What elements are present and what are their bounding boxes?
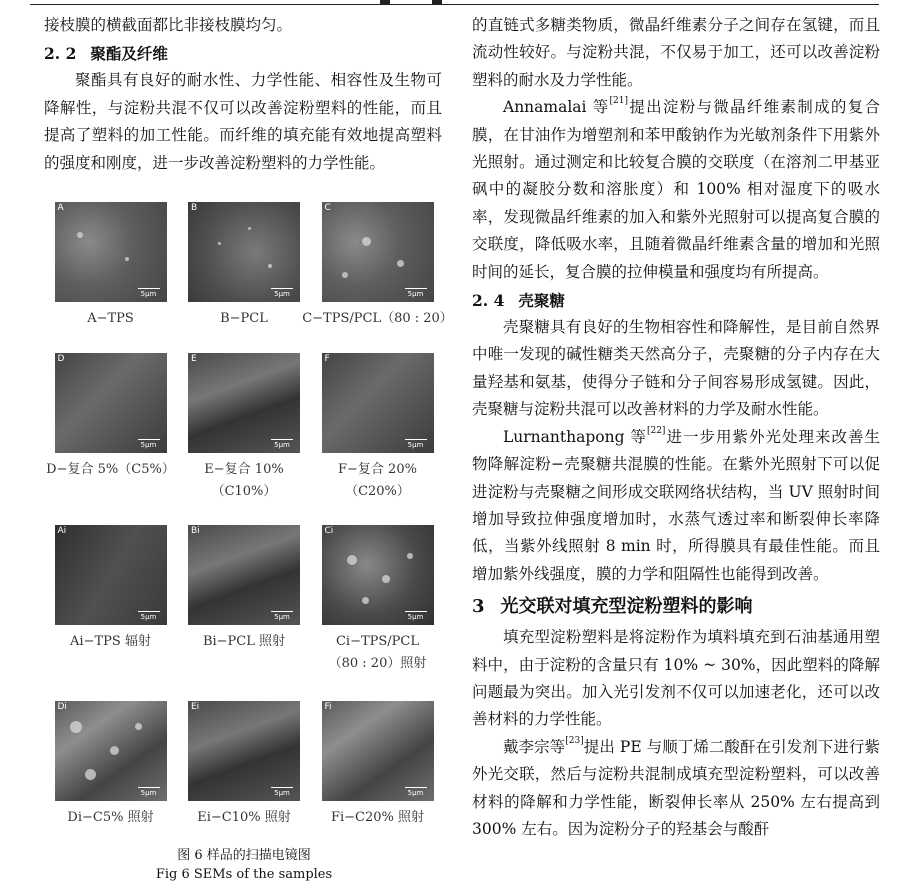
figure-cell (178, 202, 311, 339)
header-rule (30, 4, 879, 5)
panel-caption (204, 459, 283, 503)
caption-line: （80 : 20）照射 (328, 656, 427, 671)
sem-image (188, 525, 300, 625)
panel-label: Ci (324, 526, 334, 536)
sem-image (322, 202, 434, 302)
figure-cell (311, 353, 444, 513)
author-ref: Annamalai 等 (503, 98, 610, 117)
figure-cell (44, 353, 177, 513)
sem-figure (44, 202, 453, 838)
panel-caption (338, 459, 417, 503)
scale-bar: 5μm (405, 439, 427, 449)
panel-label: Ei (191, 702, 200, 712)
panel-caption: D−复合 5%（C5%） (46, 462, 175, 477)
figure-cell (44, 701, 177, 838)
figure-row (44, 202, 453, 339)
figure-caption-cn: 图 6 样品的扫描电镜图 (177, 848, 311, 863)
sem-image (55, 701, 167, 801)
panel-label: D (57, 354, 65, 364)
panel-caption: A−TPS (87, 311, 134, 326)
section-heading (472, 288, 880, 314)
section-number: 3 (472, 596, 485, 618)
sem-image (188, 202, 300, 302)
panel-caption: Bi−PCL 照射 (202, 634, 286, 649)
caption-line: Ci−TPS/PCL (335, 634, 419, 649)
sem-image (188, 353, 300, 453)
scale-bar: 5μm (138, 611, 160, 621)
scale-bar: 5μm (405, 288, 427, 298)
caption-line: F−复合 20% (338, 462, 417, 477)
section-heading (472, 593, 880, 621)
scale-bar: 5μm (271, 787, 293, 797)
caption-line: E−复合 10% (204, 462, 284, 477)
paragraph: 的直链式多糖类物质，微晶纤维素分子之间存在氢键，而且流动性较好。与淀粉共混，不仅易于加工，还可以改善淀粉塑料的耐水及力学性能。 (472, 16, 880, 89)
scale-bar: 5μm (138, 439, 160, 449)
panel-label: A (57, 203, 64, 213)
sem-image (55, 202, 167, 302)
section-title: 聚酯及纤维 (90, 44, 168, 64)
sem-image (322, 353, 434, 453)
section-number: 2. 2 (44, 44, 77, 64)
section-number: 2. 4 (472, 291, 505, 311)
sem-image (55, 525, 167, 625)
panel-caption: Fi−C20% 照射 (330, 810, 425, 825)
right-column (472, 12, 880, 843)
figure-cell (44, 202, 177, 339)
figure-cell (311, 525, 444, 685)
section-title: 光交联对填充型淀粉塑料的影响 (500, 596, 753, 618)
paragraph (472, 734, 880, 844)
figure-cell (178, 353, 311, 513)
citation: [22] (646, 425, 666, 436)
citation: [23] (565, 735, 584, 746)
panel-caption: Di−C5% 照射 (67, 810, 154, 825)
panel-caption: C−TPS/PCL（80 : 20） (302, 311, 453, 326)
scale-bar: 5μm (405, 611, 427, 621)
header-mark (380, 0, 390, 5)
caption-line: （C10%） (211, 484, 277, 499)
panel-caption: Ai−TPS 辐射 (70, 634, 151, 649)
figure-cell (311, 701, 444, 838)
citation: [21] (609, 96, 629, 107)
section-title: 壳聚糖 (518, 291, 565, 311)
paragraph: 壳聚糖具有良好的生物相容性和降解性，是目前自然界中唯一发现的碱性糖类天然高分子，壳聚糖的分子内存在大量羟基和氨基，使得分子链和分子间容易形成氢键。因此，壳聚糖与淀粉共混可以改善材料的力学及耐水性能。 (472, 318, 880, 419)
scale-bar: 5μm (271, 611, 293, 621)
paragraph (472, 424, 880, 588)
figure-cell (178, 701, 311, 838)
panel-caption: Ei−C10% 照射 (197, 810, 291, 825)
panel-label: B (191, 203, 198, 213)
sem-image (322, 701, 434, 801)
figure-caption (44, 846, 444, 884)
section-heading (44, 41, 442, 67)
panel-caption: B−PCL (220, 311, 268, 326)
sem-image (55, 353, 167, 453)
figure-cell (302, 202, 453, 339)
paragraph: 填充型淀粉塑料是将淀粉作为填料填充到石油基通用塑料中，由于淀粉的含量只有 10% ~ 30%，因此塑料的降解问题最为突出。加入光引发剂不仅可以加速老化，还可以改善材料的力学性能。 (472, 628, 880, 729)
paragraph-text: 进一步用紫外光处理来改善生物降解淀粉−壳聚糖共混膜的性能。在紫外光照射下可以促进淀粉与壳聚糖之间形成交联网络状结构，当 UV 照射时间增加导致拉伸强度增加时，水蒸气透过率和断裂伸长率降低，当紫外线照射 8 min 时，所得膜具有最佳性能。而且增加紫外线强度，膜的力学和阻隔性也能得到改善。 (472, 427, 880, 583)
scale-bar: 5μm (405, 787, 427, 797)
paragraph: 接枝膜的横截面都比非接枝膜均匀。 (44, 16, 293, 34)
author-ref: Lurnanthapong 等 (503, 427, 647, 446)
panel-label: Bi (191, 526, 200, 536)
paragraph: 聚酯具有良好的耐水性、力学性能、相容性及生物可降解性，与淀粉共混不仅可以改善淀粉塑料的性能，而且提高了塑料的加工性能。而纤维的填充能有效地提高塑料的强度和刚度，进一步改善淀粉塑料的力学性能。 (44, 71, 442, 172)
left-column (44, 12, 442, 177)
paragraph-text: 提出 PE 与顺丁烯二酸酐在引发剂下进行紫外光交联，然后与淀粉共混制成填充型淀粉塑料，可以改善材料的降解和力学性能，断裂伸长率从 250% 左右提高到 300% 左右。因为淀粉分子的羟基会与酸酐 (472, 737, 880, 838)
scale-bar: 5μm (138, 288, 160, 298)
paragraph-text: 提出淀粉与微晶纤维素制成的复合膜，在甘油作为增塑剂和苯甲酸钠作为光敏剂条件下用紫外光照射。通过测定和比较复合膜的交联度（在溶剂二甲基亚砜中的凝胶分数和溶胀度）和 100% 相对湿度下的吸水率，发现微晶纤维素的加入和紫外光照射可以提高复合膜的交联度，降低吸水率，且随着微晶纤维素含量的增加和光照时间的延长，复合膜的拉伸模量和强度均有所提高。 (472, 98, 880, 281)
sem-image (188, 701, 300, 801)
figure-row (44, 353, 444, 513)
figure-cell (178, 525, 311, 685)
panel-label: F (324, 354, 330, 364)
paragraph (472, 94, 880, 286)
panel-label: Fi (324, 702, 332, 712)
scale-bar: 5μm (271, 288, 293, 298)
scale-bar: 5μm (138, 787, 160, 797)
caption-line: （C20%） (345, 484, 410, 499)
panel-label: Ai (57, 526, 67, 536)
header-mark (432, 0, 442, 5)
panel-label: E (191, 354, 197, 364)
figure-caption-en: Fig 6 SEMs of the samples (155, 867, 333, 882)
scale-bar: 5μm (271, 439, 293, 449)
author-ref: 戴李宗等 (503, 737, 566, 756)
panel-label: Di (57, 702, 67, 712)
panel-label: C (324, 203, 331, 213)
figure-row (44, 525, 444, 685)
panel-caption (329, 631, 427, 675)
sem-image (322, 525, 434, 625)
figure-row (44, 701, 444, 838)
figure-cell (44, 525, 177, 685)
